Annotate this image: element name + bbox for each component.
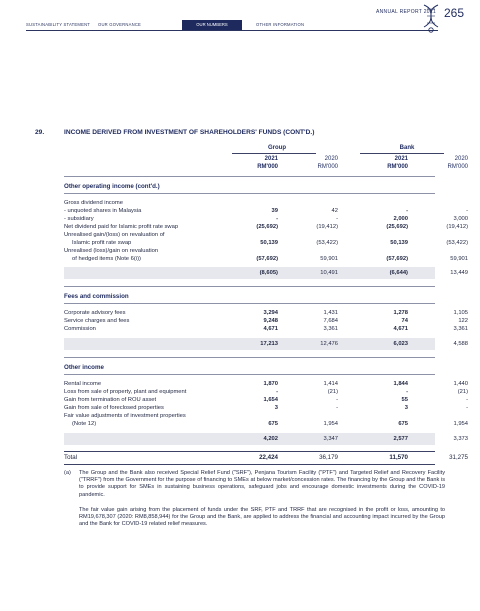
col-unit-4: RM'000: [447, 164, 468, 170]
nav-tab-numbers-active[interactable]: OUR NUMBERS: [182, 20, 242, 30]
subtotal-row-other-operating: (8,605) 10,491 (6,644) 13,449: [64, 267, 435, 279]
subtotal-row-other-income: 4,202 3,347 2,577 3,373: [64, 433, 435, 445]
section-rule: [64, 374, 435, 375]
table-row: Service charges and fees 9,248 7,684 74 122: [64, 318, 468, 324]
page-number: 265: [444, 6, 465, 20]
table-row: Gross dividend income: [64, 200, 123, 206]
section-rule: [64, 303, 435, 304]
total-rule-bottom: [64, 464, 435, 465]
table-row: Gain from sale of foreclosed properties 3 - 3 -: [64, 405, 468, 411]
table-row: Islamic profit rate swap 50,139 (53,422) 50,139 (53,422): [72, 240, 468, 246]
col-year-group-2021: 2021: [264, 156, 278, 162]
note-paragraph-2: The fair value gain arising from the placement of funds under the SRF, PTF and TRRF that are recognised in the profit or loss, amounting to RM19,678,307 (2020: RM8,858,944) for the Group and the Bank, are applied to address the financial and accounting impact incurred by the Group and the Bank for COVID-19 related relief measures.: [79, 507, 445, 528]
group-underline: [232, 153, 316, 154]
table-row: of hedged items (Note 6(i)) (57,692) 59,901 (57,692) 59,901: [72, 256, 468, 262]
table-row: Gain from termination of ROU asset 1,654 - 55 -: [64, 397, 468, 403]
section-heading-other-income: Other income: [64, 364, 104, 371]
col-year-bank-2020: 2020: [454, 156, 468, 162]
table-row: Rental income 1,870 1,414 1,844 1,440: [64, 381, 468, 387]
table-row: - unquoted shares in Malaysia 39 42 - -: [64, 208, 468, 214]
note-marker: (a): [64, 470, 71, 476]
col-year-group-2020: 2020: [324, 156, 338, 162]
col-unit-2: RM'000: [317, 164, 338, 170]
header-rule: [26, 30, 438, 31]
table-row: Loss from sale of property, plant and equipment - (21) - (21): [64, 389, 468, 395]
group-column-label: Group: [268, 145, 286, 151]
table-row: Commission 4,671 3,361 4,671 3,361: [64, 326, 468, 332]
report-title: ANNUAL REPORT 2021: [376, 9, 437, 15]
col-year-bank-2021: 2021: [394, 156, 408, 162]
section-heading-fees: Fees and commission: [64, 293, 129, 300]
bank-column-label: Bank: [399, 145, 415, 151]
nav-tab-other-information[interactable]: OTHER INFORMATION: [256, 22, 305, 27]
col-unit-1: RM'000: [257, 164, 278, 170]
table-row: Corporate advisory fees 3,294 1,431 1,278 1,105: [64, 310, 468, 316]
nav-tab-governance[interactable]: OUR GOVERNANCE: [98, 22, 142, 27]
col-unit-3: RM'000: [387, 164, 408, 170]
nav-tab-sustainability[interactable]: SUSTAINABILITY STATEMENT: [26, 22, 91, 27]
table-row: (Note 12) 675 1,954 675 1,954: [72, 421, 468, 427]
page-title: INCOME DERIVED FROM INVESTMENT OF SHAREHOLDERS' FUNDS (CONT'D.): [64, 129, 315, 136]
note-paragraph-1: The Group and the Bank also received Special Relief Fund ("SRF"), Penjana Tourism Facility ("PTF") and Targeted Relief and Recovery Facility ("TRRF") from the Government for the purpose of financing to SMEs at below market/concession rates. The financing by the Group and the Bank is to provide support for SMEs in sustaining business operations, safeguard jobs and encourage domestic investments during the COVID-19 pandemic.: [79, 470, 445, 498]
subtotal-row-fees: 17,213 12,476 6,023 4,588: [64, 338, 435, 350]
table-row: Net dividend paid for Islamic profit rate swap (25,692) (19,412) (25,692) (19,412): [64, 224, 468, 230]
section-rule: [64, 286, 435, 287]
total-row: Total 22,424 36,179 11,570 31,275: [64, 452, 435, 464]
section-rule: [64, 357, 435, 358]
bank-underline: [360, 153, 444, 154]
section-rule: [64, 193, 435, 194]
total-label: Total: [64, 454, 78, 461]
table-row: Fair value adjustments of investment properties: [64, 413, 186, 419]
dna-helix-icon: [418, 3, 444, 33]
section-rule: [64, 176, 435, 177]
table-row: Unrealised (loss)/gain on revaluation: [64, 248, 159, 254]
table-row: - subsidiary - - 2,000 3,000: [64, 216, 468, 222]
section-number: 29.: [35, 129, 45, 136]
table-row: Unrealised gain/(loss) on revaluation of: [64, 232, 165, 238]
section-heading-other-operating: Other operating income (cont'd.): [64, 183, 160, 190]
